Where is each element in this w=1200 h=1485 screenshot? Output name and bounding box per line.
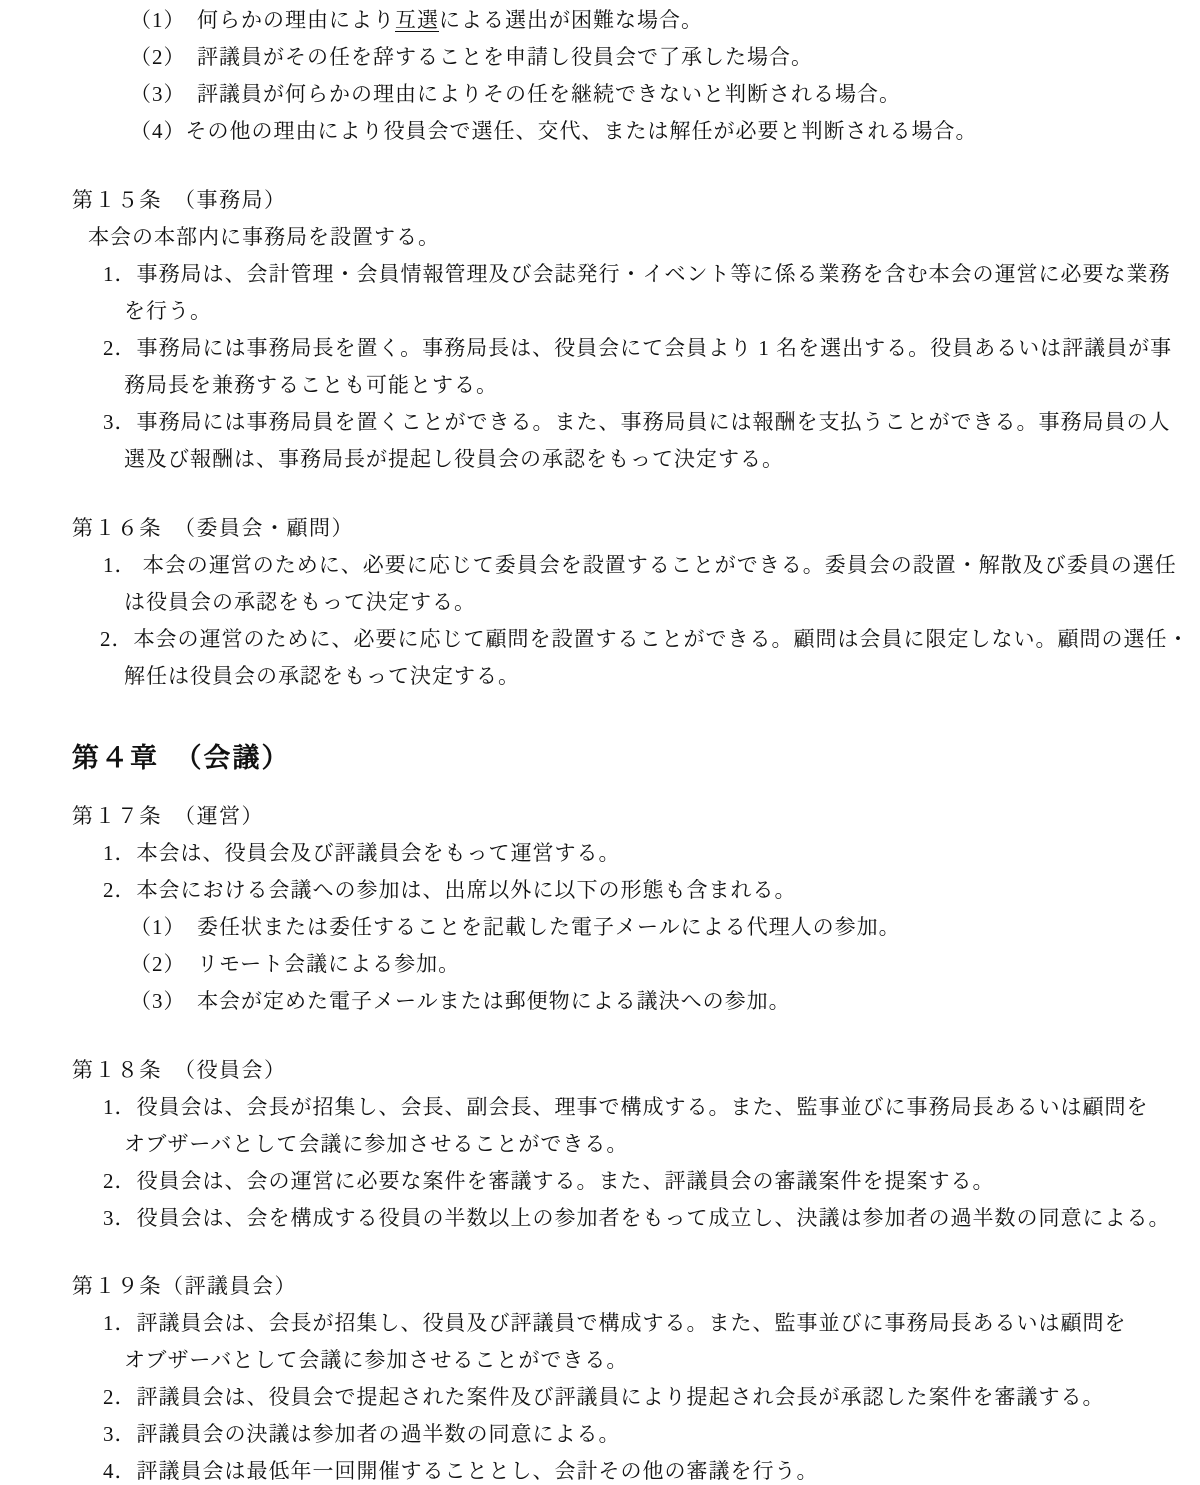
text-run: 第１９条（評議員会） xyxy=(72,1274,297,1298)
text-run: を行う。 xyxy=(124,299,212,323)
text-line xyxy=(130,914,901,941)
article-heading xyxy=(72,1057,287,1084)
text-run: 3．評議員会の決議は参加者の過半数の同意による。 xyxy=(103,1422,621,1446)
text-run: （1） 何らかの理由により xyxy=(130,8,395,32)
text-run: （3） 評議員が何らかの理由によりその任を継続できないと判断される場合。 xyxy=(130,82,901,106)
text-line xyxy=(103,552,1177,579)
chapter-heading xyxy=(72,742,291,775)
text-run: 選及び報酬は、事務局長が提起し役員会の承認をもって決定する。 xyxy=(124,447,784,471)
text-run: 4．評議員会は最低年一回開催することとし、会計その他の審議を行う。 xyxy=(103,1459,819,1483)
text-line xyxy=(130,7,703,34)
underlined-text: 互選 xyxy=(395,8,439,32)
text-run: 解任は役員会の承認をもって決定する。 xyxy=(124,664,520,688)
text-line xyxy=(88,224,440,251)
text-line xyxy=(103,877,797,904)
text-run: 2．役員会は、会の運営に必要な案件を審議する。また、評議員会の審議案件を提案する。 xyxy=(103,1169,995,1193)
text-run: オブザーバとして会議に参加させることができる。 xyxy=(124,1132,629,1156)
text-line xyxy=(103,1384,1105,1411)
text-run: 1．役員会は、会長が招集し、会長、副会長、理事で構成する。また、監事並びに事務局長あるいは顧問を xyxy=(103,1095,1149,1119)
text-run: 1．事務局は、会計管理・会員情報管理及び会誌発行・イベント等に係る業務を含む本会の運営に必要な業務 xyxy=(103,262,1171,286)
text-line xyxy=(124,589,476,616)
text-run: 1．本会は、役員会及び評議員会をもって運営する。 xyxy=(103,841,621,865)
text-run: （2） 評議員がその任を辞することを申請し役員会で了承した場合。 xyxy=(130,45,813,69)
text-run: （1） 委任状または委任することを記載した電子メールによる代理人の参加。 xyxy=(130,915,901,939)
text-run: 第１７条 （運営） xyxy=(72,804,264,828)
text-run: （4）その他の理由により役員会で選任、交代、または解任が必要と判断される場合。 xyxy=(130,119,978,143)
text-line xyxy=(103,1205,1171,1232)
text-run: 本会の本部内に事務局を設置する。 xyxy=(88,225,440,249)
text-run: 1． 本会の運営のために、必要に応じて委員会を設置することができる。委員会の設置・解散及び委員の選任 xyxy=(103,553,1177,577)
text-line xyxy=(103,1168,995,1195)
text-run: 3．役員会は、会を構成する役員の半数以上の参加者をもって成立し、決議は参加者の過半数の同意による。 xyxy=(103,1206,1171,1230)
text-line xyxy=(130,44,813,71)
text-line xyxy=(130,988,791,1015)
text-line xyxy=(124,1131,628,1158)
text-line xyxy=(103,1310,1127,1337)
text-run: 2．本会における会議への参加は、出席以外に以下の形態も含まれる。 xyxy=(103,878,797,902)
text-run: （3） 本会が定めた電子メールまたは郵便物による議決への参加。 xyxy=(130,989,791,1013)
text-line xyxy=(124,1347,628,1374)
text-line xyxy=(103,409,1171,436)
text-line xyxy=(103,335,1172,362)
text-run: 第１５条 （事務局） xyxy=(72,188,287,212)
text-line xyxy=(130,951,460,978)
text-line xyxy=(124,298,212,325)
text-line xyxy=(130,81,901,108)
text-run: 2．事務局には事務局長を置く。事務局長は、役員会にて会員より 1 名を選出する。役員あるいは評議員が事 xyxy=(103,336,1173,360)
text-run: 1．評議員会は、会長が招集し、役員及び評議員で構成する。また、監事並びに事務局長あるいは顧問を xyxy=(103,1311,1127,1335)
text-run: は役員会の承認をもって決定する。 xyxy=(124,590,476,614)
text-line xyxy=(124,372,498,399)
text-line xyxy=(103,1421,621,1448)
article-heading xyxy=(72,515,354,542)
text-run: 2．評議員会は、役員会で提起された案件及び評議員により提起され会長が承認した案件を審議する。 xyxy=(103,1385,1105,1409)
text-line xyxy=(103,1458,819,1485)
text-line xyxy=(103,261,1171,288)
text-run: オブザーバとして会議に参加させることができる。 xyxy=(124,1348,629,1372)
text-line xyxy=(124,663,520,690)
text-run: 第１８条 （役員会） xyxy=(72,1058,287,1082)
text-line xyxy=(103,840,621,867)
text-run: 第１６条 （委員会・顧問） xyxy=(72,516,354,540)
text-run: による選出が困難な場合。 xyxy=(439,8,703,32)
text-line xyxy=(130,118,978,145)
text-run: 2．本会の運営のために、必要に応じて顧問を設置することができる。顧問は会員に限定しない。顧問の選任・ xyxy=(100,627,1190,651)
article-heading xyxy=(72,187,287,214)
text-line xyxy=(124,446,784,473)
text-run: 3．事務局には事務局員を置くことができる。また、事務局員には報酬を支払うことができる。事務局員の人 xyxy=(103,410,1171,434)
text-run: 務局長を兼務することも可能とする。 xyxy=(124,373,498,397)
text-run: 第４章 （会議） xyxy=(72,743,291,773)
article-heading xyxy=(72,1273,297,1300)
text-line xyxy=(103,1094,1149,1121)
text-line xyxy=(100,626,1190,653)
text-run: （2） リモート会議による参加。 xyxy=(130,952,461,976)
article-heading xyxy=(72,803,264,830)
